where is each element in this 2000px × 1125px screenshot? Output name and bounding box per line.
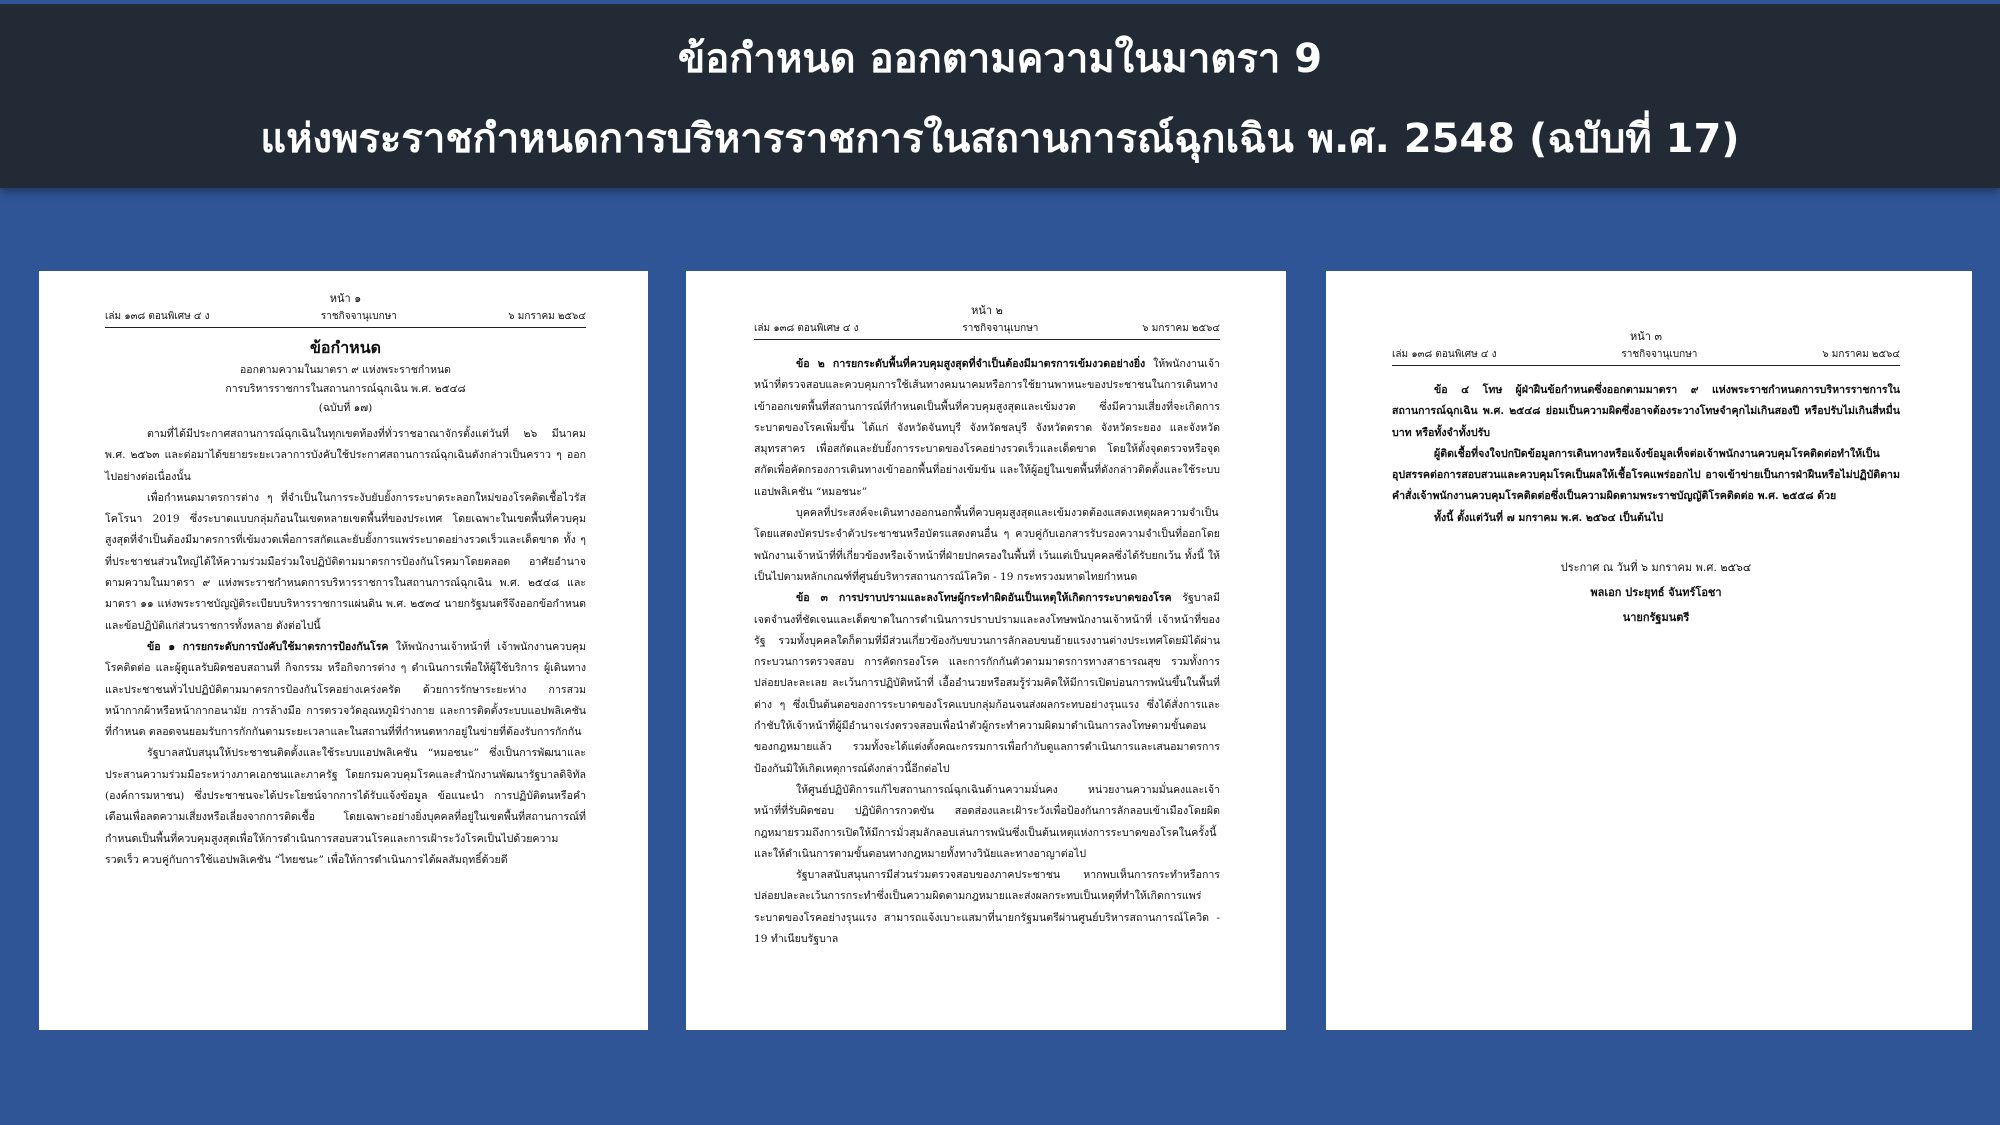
- clause-body: รัฐบาลมีเจตจำนงที่ชัดเจนและเด็ดขาดในการดำเนินการปราบปรามและลงโทษพนักงานเจ้าหน้าที่ เจ้าหน้าที่ของรัฐ รวมทั้งบุคคลใดก็ตามที่มีส่วนเกี่ยวข้องกับขบวนการลักลอบขนย้ายแรงงานต่างประเทศโดยมิได้ผ่านกระบวนการตรวจสอบ การคัดกรองโรค และการกักกันตัวตามมาตรการทางสาธารณสุข รวมทั้งการปล่อยปละละเลย ละเว้นการปฏิบัติหน้าที่ เอื้ออำนวยหรือสมรู้ร่วมคิดให้มีการเปิดบ่อนการพนันขึ้นในพื้นที่ต่าง ๆ ซึ่งเป็นต้นตอของการระบาดของโรคแบบกลุ่มก้อนจนส่งผลกระทบอย่างรุนแรง ซึ่งได้สั่งการและกำชับให้เจ้าหน้าที่ผู้มีอำนาจเร่งตรวจสอบเพื่อนำตัวผู้กระทำความผิดมาดำเนินการลงโทษตามขั้นตอนของกฎหมายแล้ว รวมทั้งจะได้แต่งตั้งคณะกรรมการเพื่อกำกับดูแลการดำเนินการและเสนอมาตรการป้องกันมิให้เกิดเหตุการณ์ดังกล่าวนี้อีกต่อไป: [754, 592, 1220, 775]
- paragraph: รัฐบาลสนับสนุนการมีส่วนร่วมตรวจสอบของภาคประชาชน หากพบเห็นการกระทำหรือการปล่อยปละละเว้นการกระทำซึ่งเป็นความผิดตามกฎหมายและส่งผลกระทบเป็นเหตุที่ทำให้เกิดการแพร่ระบาดของโรคอย่างรุนแรง สามารถแจ้งเบาะแสมาที่นายกรัฐมนตรีผ่านศูนย์บริหารสถานการณ์โควิด - 19 ทำเนียบรัฐบาล: [754, 869, 1220, 946]
- clause-paragraph: [754, 588, 1220, 780]
- gazette-date: ๖ มกราคม ๒๕๖๔: [508, 311, 586, 322]
- doc-subtitle-3: (ฉบับที่ ๑๗): [318, 402, 373, 414]
- announcement-date: ประกาศ ณ วันที่ ๖ มกราคม พ.ศ. ๒๕๖๔: [1560, 561, 1752, 575]
- paragraph: เพื่อกำหนดมาตรการต่าง ๆ ที่จำเป็นในการระงับยับยั้งการระบาดระลอกใหม่ของโรคติดเชื้อไวรัสโคโรนา 2019 ซึ่งระบาดแบบกลุ่มก้อนในเขตหลายเขตพื้นที่ของประเทศ โดยเฉพาะในเขตพื้นที่ควบคุมสูงสุดที่จำเป็นต้องมีมาตรการที่เข้มงวดเพื่อการสกัดและยับยั้งการแพร่ระบาดอย่างรวดเร็วและเด็ดขาด ทั้ง ๆ ที่ประชาชนส่วนใหญ่ได้ให้ความร่วมมือร่วมใจปฏิบัติตามมาตรการป้องกันโรคมาโดยตลอด อาศัยอำนาจตามความในมาตรา ๙ แห่งพระราชกำหนดการบริหารราชการในสถานการณ์ฉุกเฉิน พ.ศ. ๒๕๔๘ และมาตรา ๑๑ แห่งพระราชบัญญัติระเบียบบริหารราชการแผ่นดิน พ.ศ. ๒๕๓๔ นายกรัฐมนตรีจึงออกข้อกำหนดและข้อปฏิบัติแก่ส่วนราชการทั้งหลาย ดังต่อไปนี้: [105, 491, 586, 632]
- paragraph: รัฐบาลสนับสนุนให้ประชาชนติดตั้งและใช้ระบบแอปพลิเคชัน “หมอชนะ” ซึ่งเป็นการพัฒนาและประสานความร่วมมือระหว่างภาคเอกชนและภาครัฐ โดยกรมควบคุมโรคและสำนักงานพัฒนารัฐบาลดิจิทัล (องค์การมหาชน) ซึ่งประชาชนจะได้ประโยชน์จากการได้รับแจ้งข้อมูล ข้อแนะนำ การปฏิบัติตนหรือคำเตือนเพื่อลดความเสี่ยงหรือเลี่ยงจากการติดเชื้อ โดยเฉพาะอย่างยิ่งบุคคลที่อยู่ในเขตพื้นที่สถานการณ์ที่กำหนดเป็นพื้นที่ควบคุมสูงสุดเพื่อให้การดำเนินการสอบสวนโรคและการเฝ้าระวังโรคเป็นไปด้วยความรวดเร็ว ควบคู่กับการใช้แอปพลิเคชัน “ไทยชนะ” เพื่อให้การดำเนินการได้ผลสัมฤทธิ์ด้วยดี: [105, 747, 586, 866]
- paragraph: ทั้งนี้ ตั้งแต่วันที่ ๗ มกราคม พ.ศ. ๒๕๖๔ เป็นต้นไป: [1434, 511, 1664, 524]
- gazette-date: ๖ มกราคม ๒๕๖๔: [1142, 323, 1220, 334]
- gazette-volume: เล่ม ๑๓๘ ตอนพิเศษ ๔ ง: [105, 311, 210, 322]
- title-line-1: ข้อกำหนด ออกตามความในมาตรา 9: [677, 36, 1323, 82]
- clause-heading: ข้อ ๑ การยกระดับการบังคับใช้มาตรการป้องกันโรค: [147, 640, 389, 653]
- paragraph: ผู้ติดเชื้อที่จงใจปกปิดข้อมูลการเดินทางหรือแจ้งข้อมูลเท็จต่อเจ้าพนักงานควบคุมโรคติดต่อทำให้เป็นอุปสรรคต่อการสอบสวนและควบคุมโรคเป็นผลให้เชื้อโรคแพร่ออกไป อาจเข้าข่ายเป็นการฝ่าฝืนหรือไม่ปฏิบัติตามคำสั่งเจ้าพนักงานควบคุมโรคติดต่อซึ่งเป็นความผิดตามพระราชบัญญัติโรคติดต่อ พ.ศ. ๒๕๕๘ ด้วย: [1392, 447, 1900, 503]
- signature-block: [1392, 555, 1900, 630]
- gazette-header: [754, 321, 1220, 340]
- clause-body: ให้พนักงานเจ้าหน้าที่ตรวจสอบและควบคุมการใช้เส้นทางคมนาคมหรือการใช้ยานพาหนะของประชาชนในการเดินทางเข้าออกเขตพื้นที่สถานการณ์ที่กำหนดเป็นพื้นที่ควบคุมสูงสุดและเข้มงวด ซึ่งมีความเสี่ยงที่จะเกิดการระบาดของโรคเพิ่มขึ้น ได้แก่ จังหวัดจันทบุรี จังหวัดชลบุรี จังหวัดตราด จังหวัดระยอง และจังหวัดสมุทรสาคร เพื่อสกัดและยับยั้งการระบาดของโรคอย่างรวดเร็วและเด็ดขาด โดยให้ตั้งจุดตรวจหรือจุดสกัดเพื่อคัดกรองการเดินทางเข้าออกพื้นที่อย่างเข้มข้น และให้ผู้อยู่ในเขตพื้นที่ดังกล่าวติดตั้งและใช้ระบบแอปพลิเคชัน “หมอชนะ”: [754, 358, 1220, 498]
- gazette-name: ราชกิจจานุเบกษา: [320, 311, 397, 322]
- page-number: หน้า ๒: [971, 304, 1003, 317]
- page-number: หน้า ๓: [1630, 330, 1662, 343]
- paragraph: ตามที่ได้มีประกาศสถานการณ์ฉุกเฉินในทุกเขตท้องที่ทั่วราชอาณาจักรตั้งแต่วันที่ ๒๖ มีนาคม พ.ศ. ๒๕๖๓ และต่อมาได้ขยายระยะเวลาการบังคับใช้ประกาศสถานการณ์ฉุกเฉินดังกล่าวเป็นคราว ๆ ออกไปอย่างต่อเนื่องนั้น: [105, 428, 586, 483]
- paragraph: บุคคลที่ประสงค์จะเดินทางออกนอกพื้นที่ควบคุมสูงสุดและเข้มงวดต้องแสดงเหตุผลความจำเป็นโดยแสดงบัตรประจำตัวประชาชนหรือบัตรแสดงตนอื่น ๆ ควบคู่กับเอกสารรับรองความจำเป็นที่ออกโดยพนักงานเจ้าหน้าที่ที่เกี่ยวข้องหรือเจ้าหน้าที่ฝ่ายปกครองในพื้นที่ เว้นแต่เป็นบุคคลซึ่งได้รับยกเว้น ทั้งนี้ ให้เป็นไปตามหลักเกณฑ์ที่ศูนย์บริหารสถานการณ์โควิด - 19 กระทรวงมหาดไทยกำหนด: [754, 507, 1220, 583]
- doc-title: ข้อกำหนด: [309, 338, 382, 357]
- title-line-2: แห่งพระราชกำหนดการบริหารราชการในสถานการณ์ฉุกเฉิน พ.ศ. 2548 (ฉบับที่ 17): [260, 116, 1740, 162]
- gazette-name: ราชกิจจานุเบกษา: [962, 323, 1039, 334]
- clause-body: ให้พนักงานเจ้าหน้าที่ เจ้าพนักงานควบคุมโรคติดต่อ และผู้ดูแลรับผิดชอบสถานที่ กิจกรรม หรือกิจการต่าง ๆ ดำเนินการเพื่อให้ผู้ใช้บริการ ผู้เดินทาง และประชาชนทั่วไปปฏิบัติตามมาตรการป้องกันโรคอย่างเคร่งครัด ด้วยการรักษาระยะห่าง การสวมหน้ากากผ้าหรือหน้ากากอนามัย การล้างมือ การตรวจวัดอุณหภูมิร่างกาย และการติดตั้งระบบแอปพลิเคชันที่กำหนด ตลอดจนยอมรับการกักกันตามระยะเวลาและในสถานที่ที่กำหนดหากอยู่ในข่ายที่ต้องรับการกักกัน: [105, 640, 586, 739]
- clause-paragraph: [105, 637, 586, 743]
- clause-body: ผู้ฝ่าฝืนข้อกำหนดซึ่งออกตามมาตรา ๙ แห่งพระราชกำหนดการบริหารราชการในสถานการณ์ฉุกเฉิน พ.ศ. ๒๕๔๘ ย่อมเป็นความผิดซึ่งอาจต้องระวางโทษจำคุกไม่เกินสองปี หรือปรับไม่เกินสี่หมื่นบาท หรือทั้งจำทั้งปรับ: [1392, 384, 1901, 439]
- clause-paragraph: [754, 354, 1220, 503]
- gazette-volume: เล่ม ๑๓๘ ตอนพิเศษ ๔ ง: [754, 323, 859, 334]
- doc-subtitle-1: ออกตามความในมาตรา ๙ แห่งพระราชกำหนด: [239, 364, 452, 376]
- signatory-title: นายกรัฐมนตรี: [1622, 611, 1690, 625]
- paragraph: ให้ศูนย์ปฏิบัติการแก้ไขสถานการณ์ฉุกเฉินด้านความมั่นคง หน่วยงานความมั่นคงและเจ้าหน้าที่ที่รับผิดชอบ ปฏิบัติการกวดขัน สอดส่องและเฝ้าระวังเพื่อป้องกันการลักลอบเข้าเมืองโดยผิดกฎหมายรวมถึงการเปิดให้มีการมั่วสุมลักลอบเล่นการพนันซึ่งเป็นต้นเหตุแห่งการระบาดของโรคในครั้งนี้ และให้ดำเนินการตามขั้นตอนทางกฎหมายทั้งทางวินัยและทางอาญาต่อไป: [754, 783, 1220, 860]
- title-banner: [0, 0, 2000, 188]
- signatory-name: พลเอก ประยุทธ์ จันทร์โอชา: [1590, 586, 1722, 600]
- gazette-name: ราชกิจจานุเบกษา: [1621, 349, 1698, 360]
- clause-heading: ข้อ ๒ การยกระดับพื้นที่ควบคุมสูงสุดที่จำเป็นต้องมีมาตรการเข้มงวดอย่างยิ่ง: [796, 358, 1146, 370]
- document-page-2: [686, 271, 1286, 1030]
- page-number: หน้า ๑: [329, 292, 362, 305]
- gazette-header: [1392, 347, 1900, 366]
- document-page-3: [1326, 271, 1972, 1030]
- document-page-1: [39, 271, 648, 1030]
- gazette-volume: เล่ม ๑๓๘ ตอนพิเศษ ๔ ง: [1392, 349, 1497, 360]
- clause-heading: ข้อ ๓ การปราบปรามและลงโทษผู้กระทำผิดอันเป็นเหตุให้เกิดการระบาดของโรค: [796, 592, 1172, 605]
- doc-subtitle-2: การบริหารราชการในสถานการณ์ฉุกเฉิน พ.ศ. ๒๕๔๘: [225, 383, 466, 395]
- gazette-header: [105, 309, 586, 328]
- gazette-date: ๖ มกราคม ๒๕๖๔: [1822, 349, 1900, 360]
- clause-paragraph: [1392, 380, 1900, 444]
- clause-heading: ข้อ ๔ โทษ: [1434, 384, 1503, 396]
